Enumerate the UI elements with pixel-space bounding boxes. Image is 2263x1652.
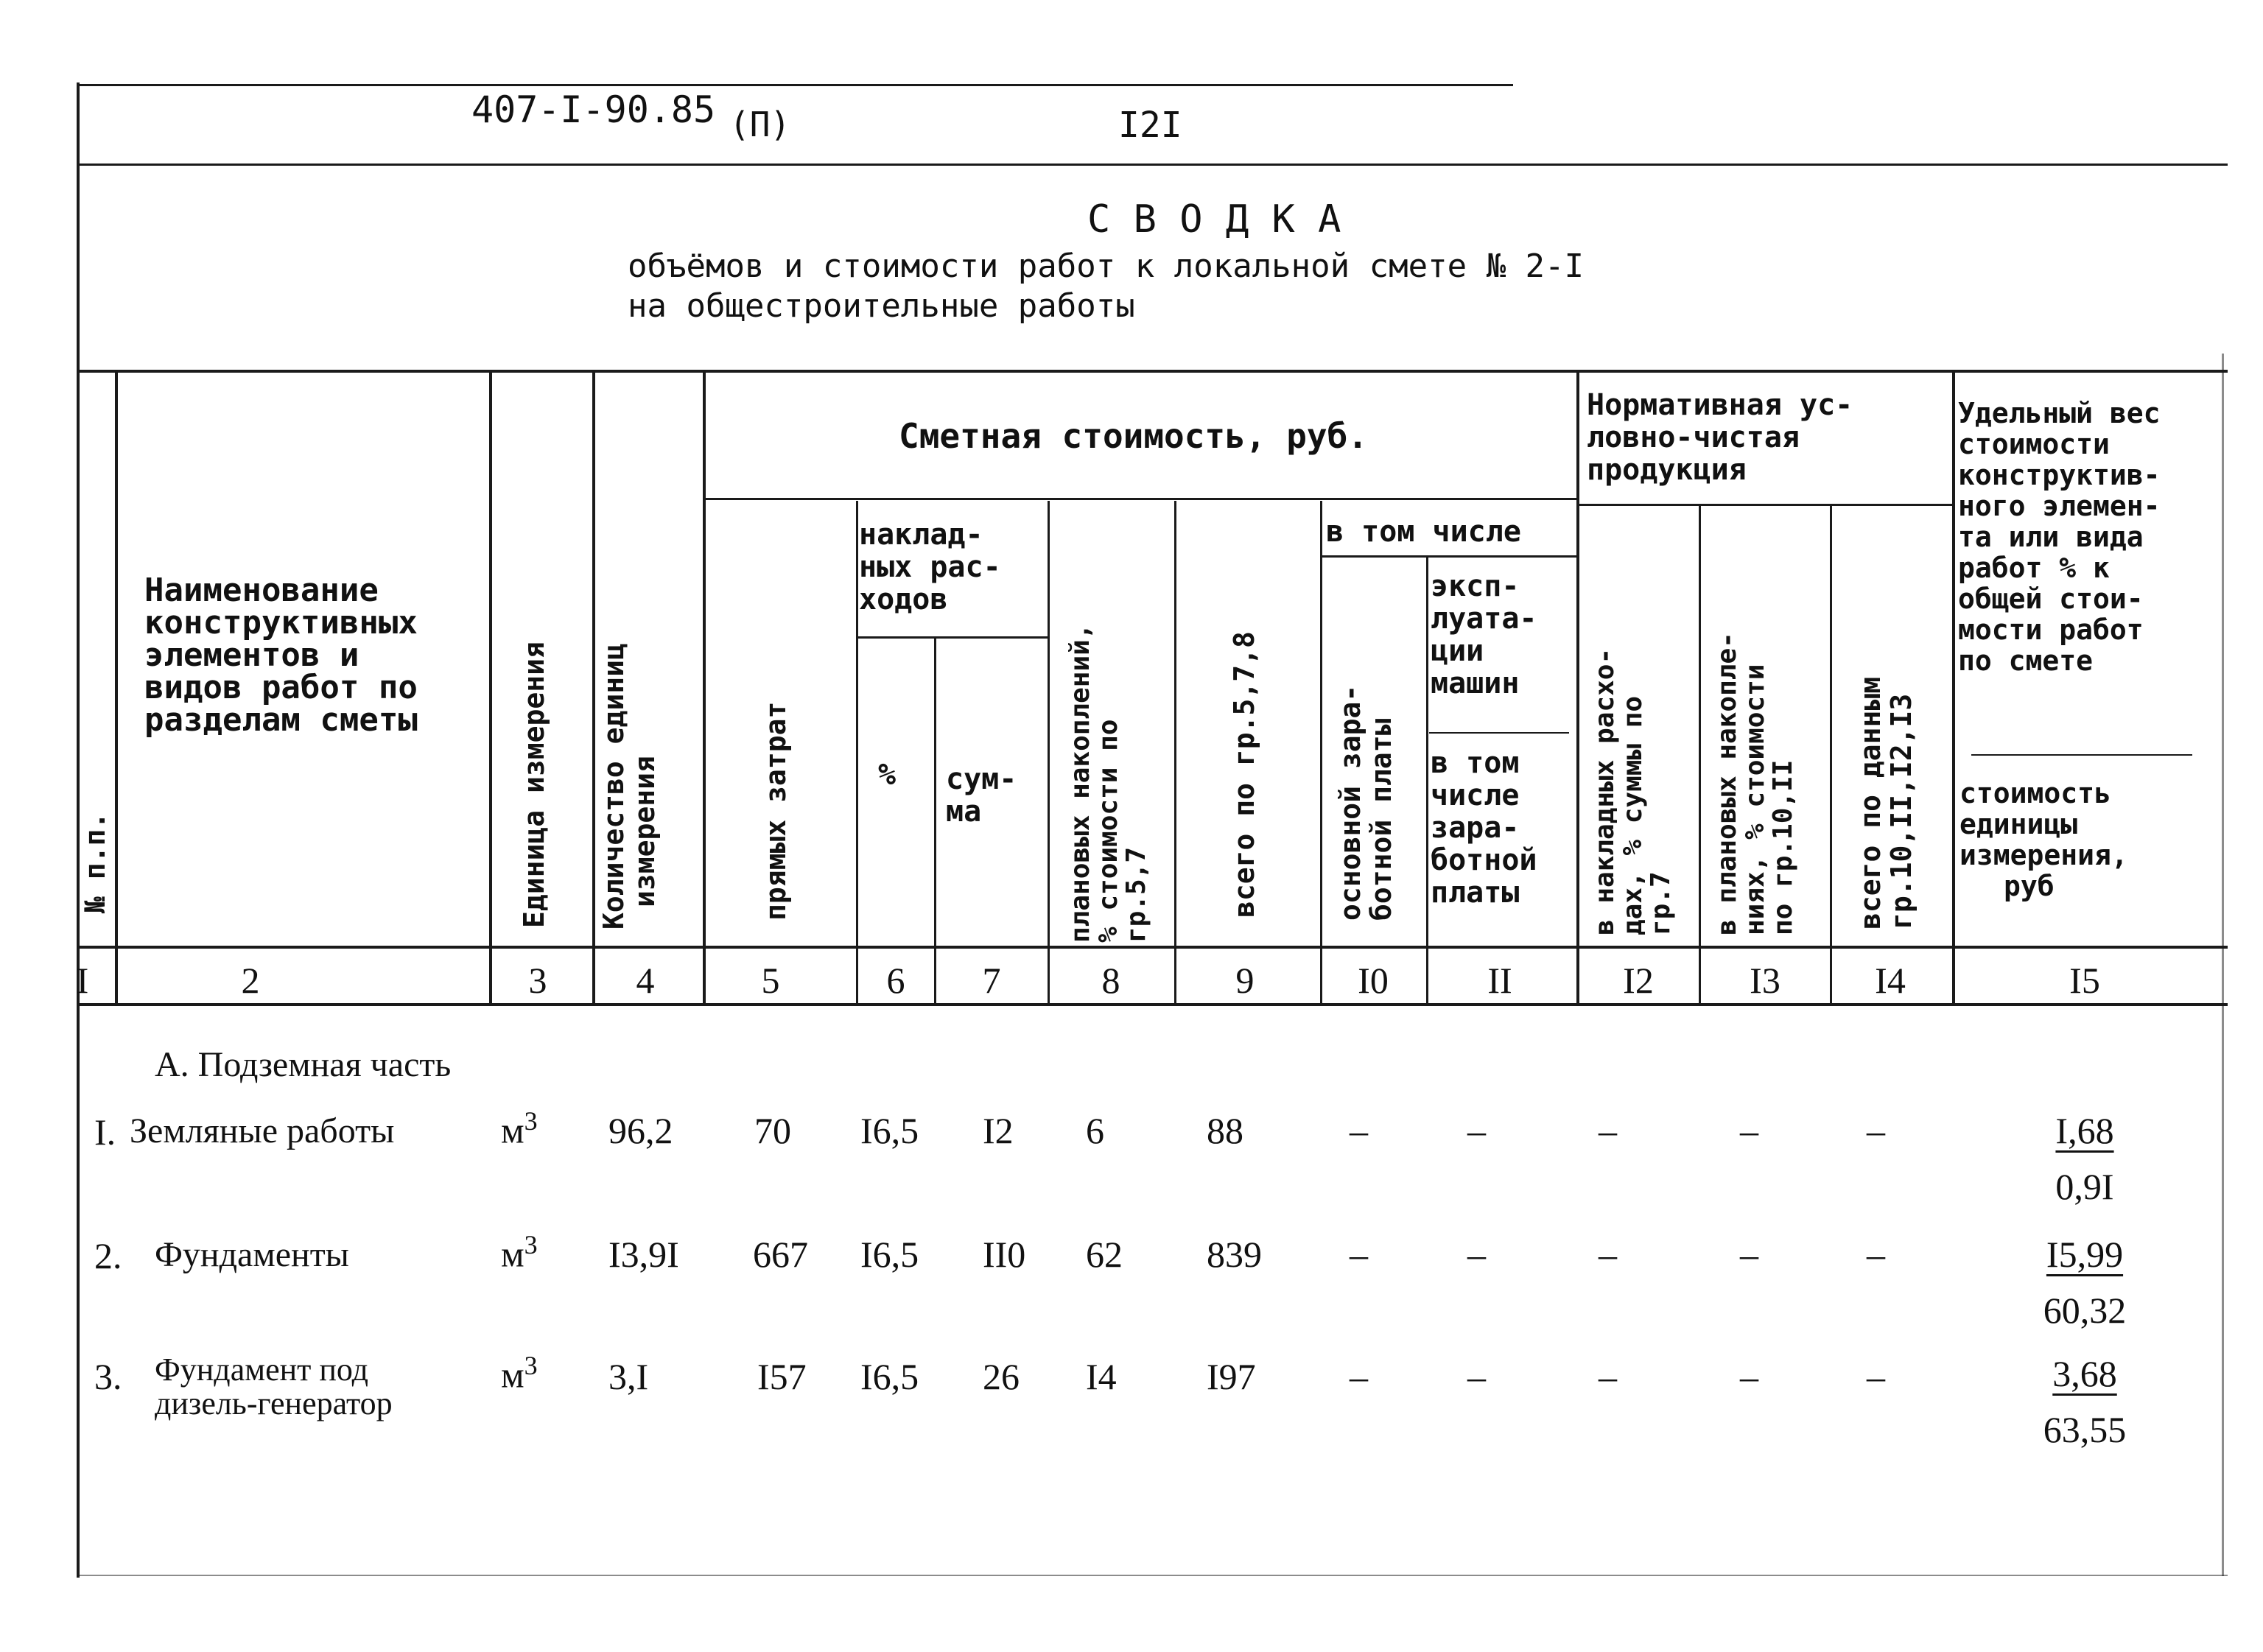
row-dash: – xyxy=(1350,1110,1368,1151)
title-line-1: объёмов и стоимости работ к локальной смете № 2-I xyxy=(628,247,1585,285)
header-overhead-sum-line: ма xyxy=(946,795,982,829)
row-unit xyxy=(501,1108,538,1149)
header-norm-planned-line: в плановых накопле- xyxy=(1712,632,1742,935)
page-number: I2I xyxy=(1118,105,1182,146)
row-total: I97 xyxy=(1207,1356,1256,1397)
row-dash: – xyxy=(1740,1234,1758,1275)
header-num: № п.п. xyxy=(79,812,111,913)
header-norm-planned-line: по гр.10,II xyxy=(1768,759,1798,935)
header-machines-wage-line: ботной xyxy=(1431,843,1537,877)
header-name-line: элементов и xyxy=(144,636,359,674)
header-machines-line: ции xyxy=(1431,634,1484,668)
doc-marker: (П) xyxy=(729,105,791,144)
row-overhead-sum: I2 xyxy=(983,1110,1014,1151)
header-including: в том числе xyxy=(1326,515,1521,549)
column-number: 7 xyxy=(982,960,1001,1001)
column-number: II xyxy=(1487,960,1512,1001)
row-name: Земляные работы xyxy=(130,1111,395,1150)
row-num: 2. xyxy=(94,1235,122,1276)
column-number: 8 xyxy=(1101,960,1120,1001)
row-unit-cost: 60,32 xyxy=(2043,1290,2127,1331)
column-number: 4 xyxy=(636,960,655,1001)
row-total: 88 xyxy=(1207,1110,1243,1151)
header-planned-line: % стоимости по xyxy=(1093,719,1123,943)
row-name: Фундамент под xyxy=(155,1352,369,1388)
header-overhead-sum-line: сум- xyxy=(946,762,1017,796)
row-share-fraction xyxy=(2026,1355,2144,1448)
header-overhead-line: ходов xyxy=(859,583,948,616)
row-num: I. xyxy=(94,1111,116,1153)
header-machines xyxy=(1431,570,1537,700)
machines-subheader-line xyxy=(1429,732,1569,734)
row-share: I,68 xyxy=(2055,1110,2114,1151)
row-share: 3,68 xyxy=(2052,1353,2117,1394)
row-dash: – xyxy=(1740,1356,1758,1397)
header-total: всего по гр.5,7,8 xyxy=(1228,631,1260,918)
header-overhead xyxy=(859,519,1001,616)
doc-code: 407-I-90.85 xyxy=(471,88,716,131)
row-unit-sup: 3 xyxy=(524,1106,538,1136)
row-dash: – xyxy=(1599,1234,1617,1275)
column-number: I2 xyxy=(1623,960,1654,1001)
header-basic-wage-line: основной зара- xyxy=(1334,684,1366,921)
header-specific-weight-line: ного элемен- xyxy=(1958,490,2161,522)
row-overhead-pct: I6,5 xyxy=(860,1234,919,1275)
row-unit-cost: 0,9I xyxy=(2055,1166,2114,1207)
header-unit-cost-line: измерения, xyxy=(1959,839,2128,871)
row-num: 3. xyxy=(94,1356,122,1397)
header-machines-line: эксп- xyxy=(1431,569,1520,603)
header-machines-wage xyxy=(1431,747,1537,909)
row-overhead-pct: I6,5 xyxy=(860,1356,919,1397)
row-dash: – xyxy=(1599,1110,1617,1151)
header-machines-wage-line: зара- xyxy=(1431,811,1520,845)
header-name-line: конструктивных xyxy=(144,604,418,642)
header-machines-wage-line: числе xyxy=(1431,778,1520,812)
header-planned-line: плановых накоплений, xyxy=(1065,623,1095,943)
col-sep xyxy=(115,370,118,1006)
column-number: 5 xyxy=(761,960,780,1001)
header-unit: Единица измерения xyxy=(518,642,550,928)
row-unit-text: м xyxy=(501,1354,524,1396)
row-overhead-sum: 26 xyxy=(983,1356,1020,1397)
section-title: А. Подземная часть xyxy=(155,1045,452,1084)
col-sep xyxy=(856,501,858,1006)
header-specific-weight-line: стоимости xyxy=(1958,428,2110,460)
column-number: I4 xyxy=(1875,960,1906,1001)
header-machines-line: луата- xyxy=(1431,602,1537,636)
header-row-bottom-line xyxy=(77,946,2228,949)
column-number: I3 xyxy=(1750,960,1780,1001)
col-sep xyxy=(1048,501,1050,1006)
col-sep xyxy=(934,638,936,1006)
col-sep xyxy=(1699,505,1701,1006)
header-overhead-pct: % xyxy=(878,758,897,792)
header-normative-line: Нормативная ус- xyxy=(1587,388,1853,422)
row-direct: I57 xyxy=(757,1356,807,1397)
header-direct: прямых затрат xyxy=(759,701,792,921)
header-planned xyxy=(1067,624,1151,943)
header-name-line: видов работ по xyxy=(144,669,418,706)
row-planned: I4 xyxy=(1086,1356,1117,1397)
header-basic-wage-line: ботной платы xyxy=(1365,718,1397,921)
col-sep xyxy=(1830,505,1832,1006)
row-unit xyxy=(501,1351,538,1396)
row-unit-text: м xyxy=(501,1109,524,1151)
frame-bottom-line xyxy=(77,1575,2228,1576)
header-normative xyxy=(1587,389,1853,486)
header-specific-weight-line: общей стои- xyxy=(1958,583,2144,615)
col-sep xyxy=(1174,501,1176,1006)
column-number: 2 xyxy=(241,960,260,1001)
row-dash: – xyxy=(1350,1356,1368,1397)
header-norm-planned xyxy=(1713,632,1797,935)
frame-right-border xyxy=(2222,354,2224,1576)
column-number: I5 xyxy=(2069,960,2100,1001)
row-direct: 70 xyxy=(754,1110,791,1151)
row-share-fraction xyxy=(2033,1112,2136,1205)
row-dash: – xyxy=(1467,1356,1486,1397)
header-normative-line: продукция xyxy=(1587,453,1747,487)
cost-subheader-line xyxy=(704,498,1578,500)
header-top-line xyxy=(77,84,1513,86)
header-norm-overhead-line: в накладных расхо- xyxy=(1590,647,1620,935)
row-qty: 96,2 xyxy=(608,1110,673,1151)
row-share-fraction xyxy=(2026,1236,2144,1329)
header-name-line: Наименование xyxy=(144,572,379,609)
row-dash: – xyxy=(1467,1110,1486,1151)
specific-weight-separator xyxy=(1971,754,2192,756)
header-unit-cost-line: руб xyxy=(2004,870,2055,902)
col-sep xyxy=(1320,501,1322,1006)
col-sep xyxy=(489,370,492,1006)
col-sep xyxy=(1426,557,1428,1006)
header-machines-line: машин xyxy=(1431,667,1520,700)
header-overhead-line: наклад- xyxy=(859,518,983,552)
row-unit-text: м xyxy=(501,1233,524,1275)
col-sep xyxy=(592,370,595,1006)
col-sep xyxy=(1576,370,1579,1006)
normative-subheader-line xyxy=(1578,504,1954,506)
header-name xyxy=(144,574,418,737)
header-qty xyxy=(598,643,660,929)
row-direct: 667 xyxy=(753,1234,808,1275)
header-norm-total xyxy=(1855,677,1917,929)
header-norm-overhead xyxy=(1591,648,1675,935)
row-unit-sup: 3 xyxy=(524,1351,538,1380)
header-unit-cost xyxy=(1959,778,2128,901)
col-sep xyxy=(703,370,706,1006)
row-dash: – xyxy=(1467,1234,1486,1275)
row-planned: 6 xyxy=(1086,1110,1104,1151)
col-sep xyxy=(1952,370,1955,1006)
overhead-subheader-line xyxy=(857,636,1049,639)
row-name: дизель-генератор xyxy=(155,1385,393,1421)
header-estimated-cost: Сметная стоимость, руб. xyxy=(899,416,1368,456)
row-total: 839 xyxy=(1207,1234,1262,1275)
table-top-line xyxy=(77,370,2228,373)
header-unit-cost-line: единицы xyxy=(1959,808,2078,840)
header-name-line: разделам сметы xyxy=(144,701,418,739)
row-unit xyxy=(501,1231,538,1273)
header-specific-weight-line: по смете xyxy=(1958,644,2094,677)
header-norm-planned-line: ниях, % стоимости xyxy=(1740,664,1770,935)
header-norm-overhead-line: дах, % суммы по xyxy=(1618,695,1648,935)
column-number: 6 xyxy=(886,960,905,1001)
header-specific-weight-line: та или вида xyxy=(1958,521,2144,553)
header-norm-total-line: гр.10,II,I2,I3 xyxy=(1885,693,1918,929)
header-overhead-line: ных рас- xyxy=(859,550,1001,584)
colnum-row-bottom-line xyxy=(77,1003,2228,1006)
header-norm-overhead-line: гр.7 xyxy=(1646,871,1676,935)
header-normative-line: ловно-чистая xyxy=(1587,421,1800,454)
row-dash: – xyxy=(1867,1110,1885,1151)
row-dash: – xyxy=(1350,1234,1368,1275)
header-specific-weight-line: мости работ xyxy=(1958,614,2144,646)
header-unit-cost-line: стоимость xyxy=(1959,777,2111,809)
header-norm-total-line: всего по данным xyxy=(1854,676,1887,929)
row-qty: I3,9I xyxy=(608,1234,679,1275)
header-bottom-line xyxy=(77,164,2228,166)
header-specific-weight-line: работ % к xyxy=(1958,552,2110,584)
header-specific-weight xyxy=(1958,398,2161,676)
header-machines-wage-line: в том xyxy=(1431,746,1520,780)
column-number: I xyxy=(76,960,89,1001)
header-specific-weight-line: конструктив- xyxy=(1958,459,2161,491)
row-overhead-sum: II0 xyxy=(983,1234,1026,1275)
row-dash: – xyxy=(1599,1356,1617,1397)
row-qty: 3,I xyxy=(608,1356,649,1397)
header-overhead-sum xyxy=(946,763,1017,828)
header-basic-wage xyxy=(1335,685,1397,921)
row-dash: – xyxy=(1867,1356,1885,1397)
row-name: Фундаменты xyxy=(155,1235,349,1274)
header-qty-line: измерения xyxy=(628,756,661,907)
header-planned-line: гр.5,7 xyxy=(1121,846,1151,943)
header-machines-wage-line: платы xyxy=(1431,876,1520,910)
row-dash: – xyxy=(1740,1110,1758,1151)
header-qty-line: Количество единиц xyxy=(597,643,630,929)
summary-heading: С В О Д К А xyxy=(1087,197,1341,242)
row-unit-cost: 63,55 xyxy=(2043,1409,2127,1450)
row-planned: 62 xyxy=(1086,1234,1123,1275)
column-number: 9 xyxy=(1235,960,1255,1001)
including-subheader-line xyxy=(1322,555,1578,558)
row-unit-sup: 3 xyxy=(524,1230,538,1259)
title-line-2: на общестроительные работы xyxy=(628,287,1135,325)
row-dash: – xyxy=(1867,1234,1885,1275)
header-specific-weight-line: Удельный вес xyxy=(1958,397,2161,429)
row-share: I5,99 xyxy=(2046,1234,2124,1275)
row-overhead-pct: I6,5 xyxy=(860,1110,919,1151)
column-number: 3 xyxy=(528,960,547,1001)
column-number: I0 xyxy=(1358,960,1389,1001)
